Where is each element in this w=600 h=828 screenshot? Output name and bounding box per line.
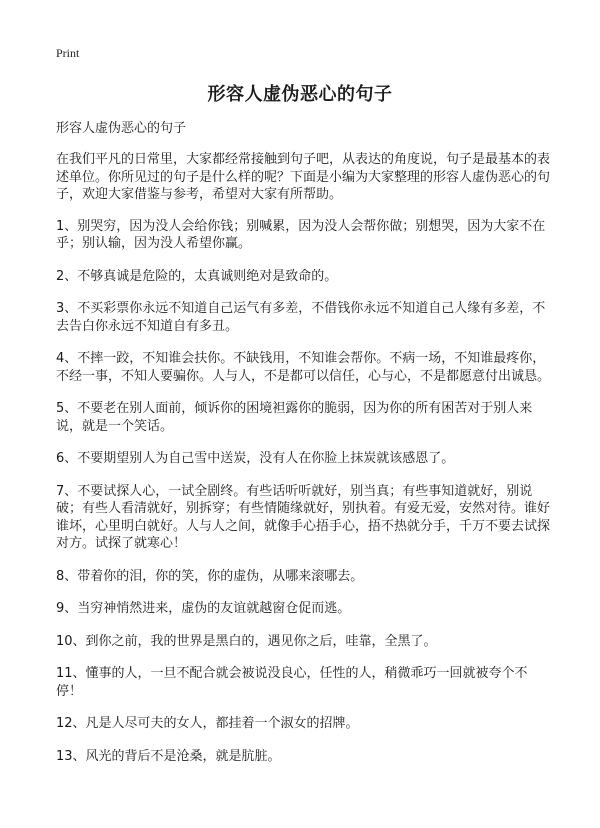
article-body [56,120,551,780]
print-link[interactable]: Print [56,46,80,60]
sentence-item: 1、别哭穷，因为没人会给你钱；别喊累，因为没人会帮你做；别想哭，因为大家不在乎；别认输，因为没人希望你赢。 [56,218,546,251]
sentence-item: 4、不摔一跤，不知谁会扶你。不缺钱用，不知谁会帮你。不病一场，不知谁最疼你，不经一事，不知人要骗你。人与人，不是都可以信任，心与心，不是都愿意付出诚恳。 [56,351,551,384]
sentence-item: 2、不够真诚是危险的，太真诚则绝对是致命的。 [56,268,338,284]
sentence-item: 12、凡是人尽可夫的女人，都挂着一个淑女的招牌。 [56,716,359,731]
sentence-item: 10、到你之前，我的世界是黑白的，遇见你之后，哇靠，全黑了。 [56,633,437,649]
page-title: 形容人虚伪恶心的句子 [207,84,393,105]
sentence-item: 9、当穷神悄然进来，虚伪的友谊就越窗仓促而逃。 [56,601,351,616]
sentence-item: 8、带着你的泪，你的笑，你的虚伪，从哪来滚哪去。 [56,568,364,584]
sentence-item: 11、懂事的人，一旦不配合就会被说没良心，任性的人，稍微乖巧一回就被夸个不停！ [56,666,528,699]
sentence-item: 3、不买彩票你永远不知道自己运气有多差，不借钱你永远不知道自己人缘有多差，不去告白你永远不知道自有多丑。 [56,301,546,334]
article-subtitle: 形容人虚伪恶心的句子 [56,121,187,136]
sentence-item: 7、不要试探人心，一试全剧终。有些话听听就好，别当真；有些事知道就好，别说破；有些人看清就好，别拆穿；有些情随缘就好，别执着。有爱无爱，安然对待。谁好谁坏，心里明白就好。人与人之间，就像手心捂手心，捂不热就分手，千万不要去试探对方。试探了就寒心！ [56,483,551,551]
sentence-item: 6、不要期望别人为自己雪中送炭，没有人在你脸上抹炭就该感恩了。 [56,451,455,466]
article-intro: 在我们平凡的日常里，大家都经常接触到句子吧，从表达的角度说，句子是最基本的表述单位。你所见过的句子是什么样的呢？下面是小编为大家整理的形容人虚伪恶心的句子，欢迎大家借鉴与参考，希望对大家有所帮助。 [56,152,551,202]
sentence-item: 5、不要老在别人面前，倾诉你的困境袒露你的脆弱，因为你的所有困苦对于别人来说，就是一个笑话。 [56,401,533,434]
sentence-item: 13、风光的背后不是沧桑，就是肮脏。 [56,748,281,764]
